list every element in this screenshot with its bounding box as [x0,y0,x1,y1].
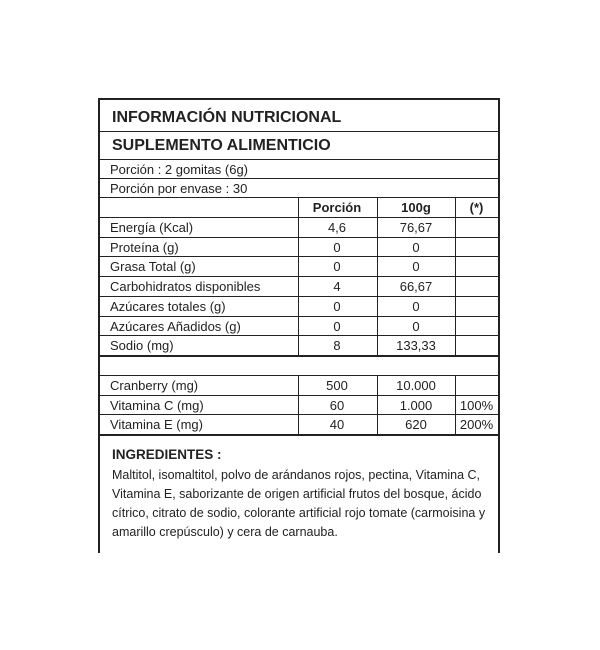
row-divider [100,335,498,336]
header-daily: (*) [469,200,484,215]
column-divider [298,197,299,217]
column-divider [377,217,378,355]
label-title: INFORMACIÓN NUTRICIONAL [112,109,342,126]
nutrient-name: Proteína (g) [110,239,179,255]
column-divider [377,197,378,217]
nutrient-portion: 0 [333,259,341,275]
nutrient-portion: 40 [329,417,345,433]
nutrient-name: Sodio (mg) [110,338,174,354]
nutrient-name: Vitamina E (mg) [110,417,203,433]
divider [100,434,498,436]
row-divider [100,276,498,277]
nutrient-per100: 0 [412,318,420,334]
divider [100,131,498,132]
divider [100,375,498,376]
nutrition-label [98,98,500,553]
nutrient-portion: 0 [333,298,341,314]
nutrient-daily: 100% [459,397,494,413]
column-divider [455,197,456,217]
nutrient-per100: 0 [412,259,420,275]
divider [100,217,498,218]
nutrient-name: Cranberry (mg) [110,378,199,393]
ingredients-title: INGREDIENTES : [112,447,222,462]
row-divider [100,414,498,415]
column-divider [377,375,378,434]
nutrient-name: Grasa Total (g) [110,259,196,275]
serving-size: Porción : 2 gomitas (6g) [110,162,249,177]
row-divider [100,296,498,297]
row-divider [100,256,498,257]
nutrient-name: Azúcares totales (g) [110,298,226,314]
nutrient-portion: 4 [333,279,341,295]
column-divider [298,217,299,355]
nutrient-portion: 500 [326,378,348,393]
column-divider [298,375,299,434]
nutrient-portion: 0 [333,239,341,255]
nutrient-per100: 1.000 [399,397,433,413]
nutrient-per100: 10.000 [396,378,436,393]
header-portion: Porción [312,200,362,215]
divider [100,355,498,357]
nutrient-name: Vitamina C (mg) [110,397,204,413]
label-subtitle: SUPLEMENTO ALIMENTICIO [112,137,331,154]
servings-per-container: Porción por envase : 30 [110,181,248,196]
divider [100,197,498,198]
nutrient-per100: 66,67 [399,279,433,295]
row-divider [100,316,498,317]
row-divider [100,237,498,238]
nutrient-name: Carbohidratos disponibles [110,279,261,295]
nutrient-per100: 620 [405,417,427,433]
nutrient-name: Azúcares Añadidos (g) [110,318,241,334]
column-divider [455,375,456,434]
nutrient-per100: 76,67 [399,220,433,235]
column-divider [455,217,456,355]
header-per100: 100g [401,200,431,215]
row-divider [100,395,498,396]
nutrient-portion: 8 [333,338,341,354]
ingredients-text: Maltitol, isomaltitol, polvo de arándanos rojos, pectina, Vitamina C, Vitamina E, saborizante de origen artificial frutos del bosque, ácido cítrico, citrato de sodio, colorante artificial rojo tomate (carmoisina y amarillo crepúsculo) y cera de carnauba. [112,468,486,539]
nutrient-daily: 200% [459,417,494,433]
divider [100,178,498,179]
nutrient-per100: 133,33 [396,338,436,354]
nutrient-name: Energía (Kcal) [110,220,194,235]
divider [100,159,498,160]
nutrient-portion: 4,6 [327,220,347,235]
nutrient-portion: 60 [329,397,345,413]
nutrient-portion: 0 [333,318,341,334]
nutrient-per100: 0 [412,298,420,314]
nutrient-per100: 0 [412,239,420,255]
